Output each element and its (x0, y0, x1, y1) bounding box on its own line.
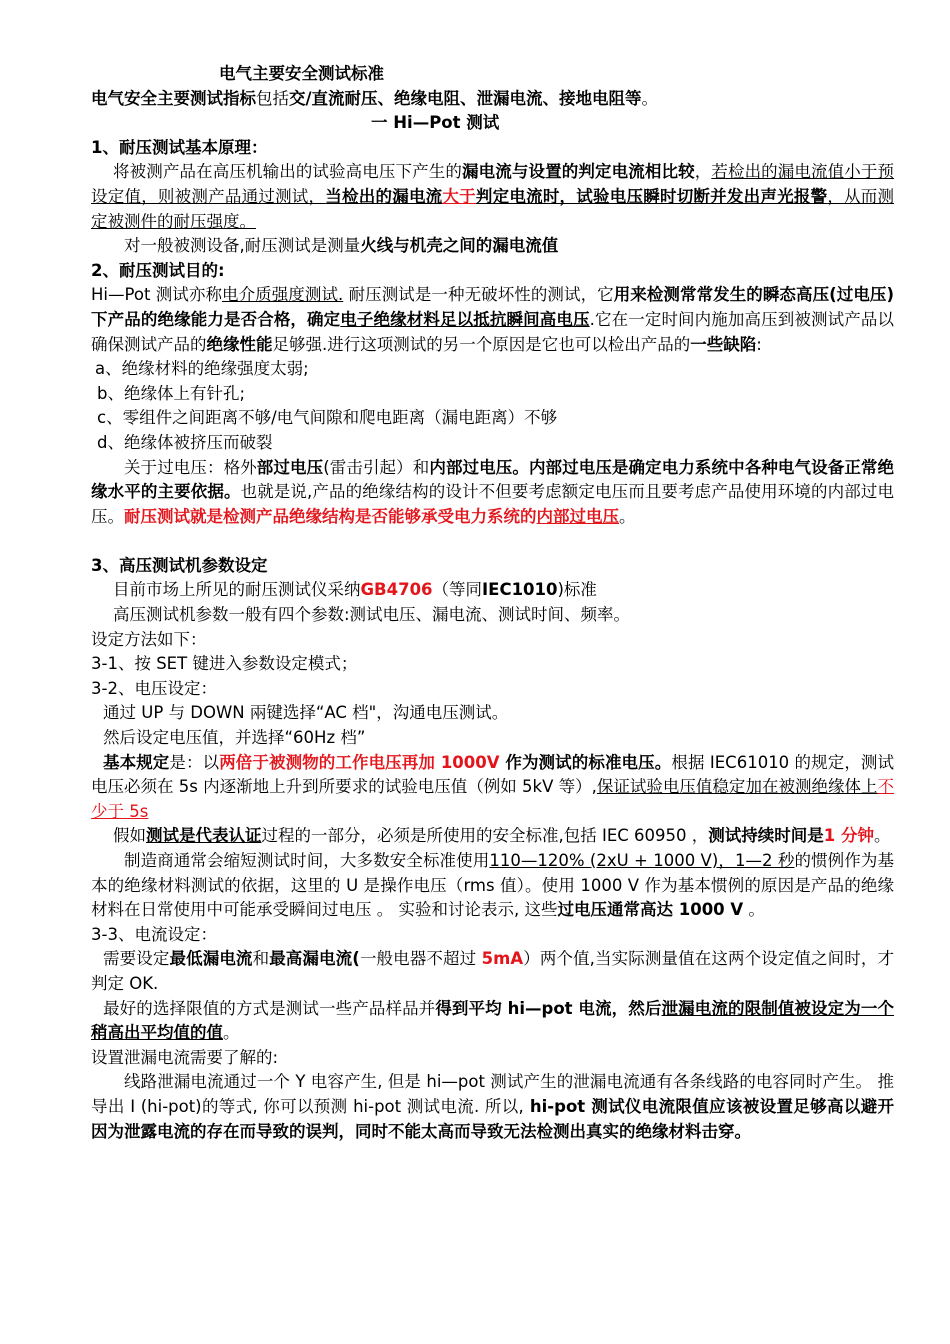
s2-p2-b: 部过电压 (256, 457, 324, 477)
s3-p6-e: 。 (743, 900, 765, 920)
s3-paragraph-10 (91, 1070, 894, 1144)
s2-p1-f: .它在一定时间内施加高压到被测试产品以确保测试产品的 (91, 309, 894, 354)
step-3-1: 3-1、按 SET 键进入参数设定模式； (91, 654, 358, 674)
s3-p7-e: 一般电器不超过 (359, 949, 482, 969)
s2-p1-g: 绝缘性能 (206, 334, 273, 354)
defect-item: c、零组件之间距离不够/电气间隙和爬电距离（漏电距离）不够 (97, 408, 558, 428)
section-title: 一 Hi—Pot 测试 (371, 113, 500, 133)
s2-p1-j: : (756, 334, 762, 354)
s3-p10-b: hi-pot 测试仪电流限值应该被设置足够高以避开因为泄露电流的存在而导致的误判，同时不能太高而导致无法检测出真实的绝缘材料击穿。 (91, 1096, 894, 1141)
s3-p5-f: 。 (874, 826, 891, 846)
s2-p1-c: 耐压测试是一种无破坏性的测试，它 (343, 285, 614, 305)
s3-p1-b: GB4706 (360, 580, 433, 600)
s3-p8-d: 。 (223, 1023, 240, 1043)
s3-p4-b: 是：以 (169, 752, 220, 772)
intro-paragraph (91, 87, 894, 112)
s1-paragraph-2 (91, 234, 894, 259)
s1-p1-g: 判定电流时，试验电压瞬时切断并发出声光报警 (475, 186, 828, 206)
s2-p1-e: 电子绝缘材料足以抵抗瞬间高电压 (340, 309, 590, 329)
s3-p7-g: ）两个值,当实际测量值在这两个设定值之间时，才判定 OK. (91, 949, 895, 993)
defect-item: a、绝缘材料的绝缘强度太弱; (95, 359, 309, 379)
defect-item: d、绝缘体被挤压而破裂 (97, 432, 273, 452)
s3-p8-c: 泄漏电流的限制值被设定为一个稍高出平均值的值 (91, 998, 895, 1043)
s2-p2-e: 也就是说,产品的绝缘结构的设计不但要考虑额定电压而且要考虑产品使用环境的内部过电压。 (91, 482, 894, 526)
step-3-2-b: 然后设定电压值，并选择“60Hz 档” (103, 728, 366, 748)
s1-p1-b: 漏电流与设置的判定电流相比较 (462, 162, 695, 182)
s3-p4-f: 保证试验电压值稳定加在被测绝缘体上 (596, 777, 878, 797)
step-3-2-a: 通过 UP 与 DOWN 兩键选择“AC 档"，沟通电压测试。 (103, 703, 509, 723)
s3-p6-d: 过电压通常高达 1000 V (557, 900, 744, 920)
s2-paragraph-2 (91, 456, 894, 530)
s3-p7-d: 最高漏电流( (269, 949, 360, 969)
s3-p10-a: 线路泄漏电流通过一个 Y 电容产生, 但是 hi—pot 测试产生的泄漏电流通有各条线路的电容同时产生。 推导出 I (hi-pot)的等式, 你可以预测 hi-pot 测试电流. 所以, (91, 1072, 894, 1116)
s3-p5-a: 假如 (113, 826, 146, 846)
s3-p4-c: 两倍于被测物的工作电压再加 1000V (219, 752, 500, 772)
s1-p1-h: ，从而测定被测件的耐压强度。 (91, 186, 895, 231)
doc-title: 电气主要安全测试标准 (219, 64, 384, 83)
s3-paragraph-3: 设定方法如下： (91, 629, 207, 649)
defect-item: b、绝缘体上有针孔; (97, 383, 246, 403)
intro-items: 交/直流耐压、绝缘电阻、泄漏电流、接地电阻等 (289, 88, 642, 108)
s3-p4-e: 根据 IEC61010 的规定，测试电压必须在 5s 内逐渐地上升到所要求的试验电压值（例如 5kV 等）, (91, 752, 895, 797)
s3-p5-b: 测试是代表认证 (146, 826, 262, 846)
s3-p1-c: （等同 (432, 580, 483, 600)
s3-p4-a: 基本规定 (103, 752, 170, 772)
s3-paragraph-4 (91, 751, 894, 825)
s2-paragraph-1 (91, 283, 894, 357)
s2-p1-a: Hi—Pot 测试亦称 (91, 285, 223, 305)
s2-heading: 2、耐压测试目的: (91, 260, 225, 280)
s3-p5-c: 过程的一部分，必须是所使用的安全标准,包括 IEC 60950 ， (261, 826, 709, 846)
s2-p2-g: 内部过电压 (536, 506, 619, 526)
s1-p1-c: ， (694, 162, 712, 182)
step-3-2: 3-2、电压设定： (91, 678, 217, 698)
s1-p1-e: 当检出的漏电流 (325, 186, 443, 206)
intro-label: 电气安全主要测试指标 (91, 88, 256, 108)
s3-p1-d: IEC1010 (482, 580, 558, 600)
s1-p1-f: 大于 (442, 186, 476, 206)
s3-p7-a: 需要设定 (103, 949, 170, 969)
s2-p2-a: 关于过电压：格外 (124, 457, 257, 477)
s3-p7-c: 和 (252, 949, 270, 969)
s3-p8-b: 得到平均 hi—pot 电流，然后 (435, 998, 662, 1018)
step-3-3: 3-3、电流设定： (91, 924, 217, 944)
s1-p1-a: 将被测产品在高压机输出的试验高电压下产生的 (113, 162, 463, 182)
s2-p1-h: 足够强.进行这项测试的另一个原因是它也可以检出产品的 (272, 334, 691, 354)
s3-p4-d: 作为测试的标准电压。 (499, 752, 672, 772)
s3-p1-a: 目前市场上所见的耐压测试仪采纳 (113, 580, 361, 600)
s2-p2-d: 内部过电压。内部过电压是确定电力系统中各种电气设备正常绝缘水平的主要依据。 (91, 457, 895, 502)
s3-heading: 3、高压测试机参数设定 (91, 555, 268, 575)
s1-p1-d: 若检出的漏电流值小于预设定值，则被测产品通过测试， (91, 162, 895, 206)
s2-p1-d: 用来检测常常发生的瞬态高压(过电压)下产品的绝缘能力是否合格，确定 (91, 285, 894, 329)
s3-p1-e: )标准 (557, 580, 597, 600)
s3-p4-g: 不少于 5s (91, 777, 894, 821)
s2-p1-b: 电介质强度测试. (222, 285, 344, 305)
intro-text: 包括 (256, 88, 289, 108)
s3-p7-b: 最低漏电流 (169, 949, 253, 969)
s3-paragraph-7 (91, 947, 894, 996)
s1-p2-b: 火线与机壳之间的漏电流值 (360, 236, 559, 256)
s2-p1-i: 一些缺陷 (690, 334, 757, 354)
s2-p2-c: (雷击引起）和 (323, 457, 430, 477)
s1-paragraph-1 (91, 160, 894, 234)
s3-p6-c: 的惯例作为基本的绝缘材料测试的依据，这里的 U 是操作电压（rms 值）。使用 1000 V 作为基本惯例的原因是产品的绝缘材料在日常使用中可能承受瞬间过电压 。 实验和讨论表示, 这些 (91, 851, 895, 920)
blank-line (91, 529, 894, 554)
s3-p6-a: 制造商通常会缩短测试时间，大多数安全标准使用 (124, 851, 490, 870)
s3-p6-b: 110—120% (2xU + 1000 V)，1—2 秒 (489, 851, 795, 870)
s3-paragraph-2: 高压测试机参数一般有四个参数:测试电压、漏电流、测试时间、频率。 (113, 605, 631, 625)
s3-paragraph-8 (91, 997, 894, 1046)
s1-heading: 1、耐压测试基本原理： (91, 137, 268, 157)
s3-paragraph-9: 设置泄漏电流需要了解的: (91, 1047, 279, 1067)
s3-p8-a: 最好的选择限值的方式是测试一些产品样品并 (103, 998, 436, 1018)
s2-p2-f: 耐压测试就是检测产品绝缘结构是否能够承受电力系统的 (124, 506, 537, 526)
s2-p2-h: 。 (619, 506, 636, 526)
s3-paragraph-1 (91, 578, 894, 603)
intro-end: 。 (641, 88, 659, 108)
s3-paragraph-6 (91, 849, 894, 923)
s3-p5-d: 测试持续时间是 (708, 826, 824, 846)
s1-p2-a: 对一般被测设备,耐压测试是测量 (124, 236, 361, 256)
s3-paragraph-5 (91, 824, 894, 849)
s3-p7-f: 5mA (481, 949, 524, 969)
s3-p5-e: 1 分钟 (823, 826, 875, 846)
